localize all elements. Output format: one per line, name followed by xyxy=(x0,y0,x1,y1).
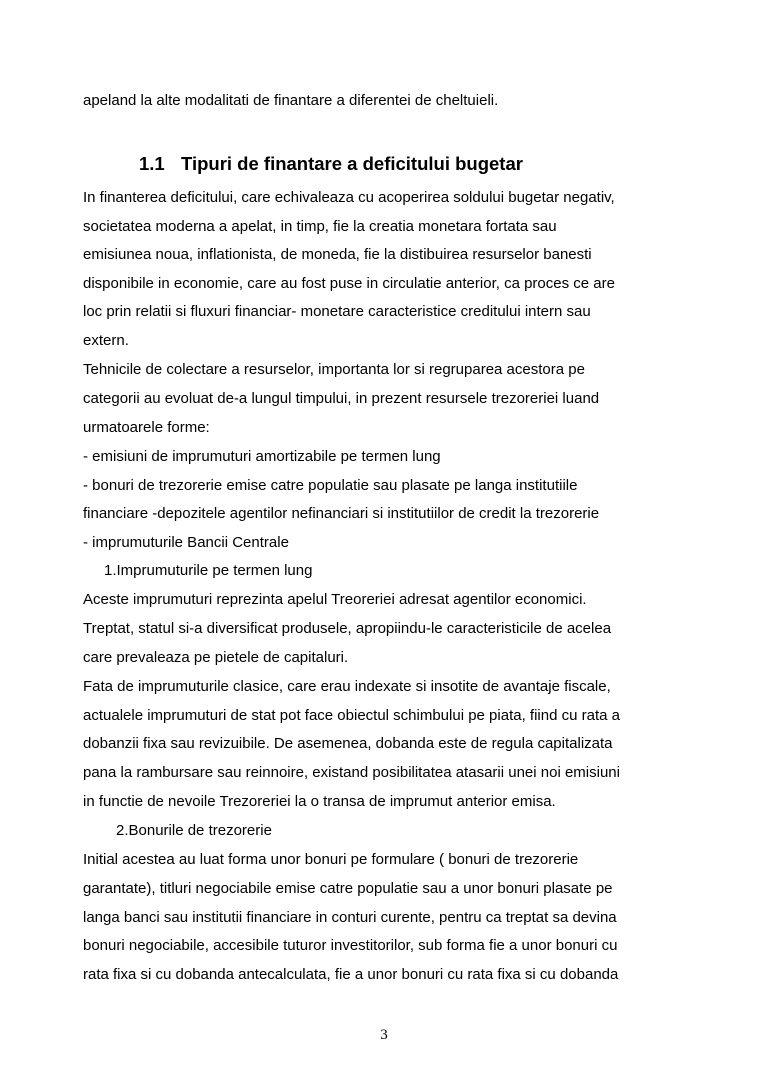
section-title: Tipuri de finantare a deficitului bugetar xyxy=(181,153,523,174)
text-line: care prevaleaza pe pietele de capitaluri. xyxy=(83,649,349,666)
text-line: disponibile in economie, care au fost puse in circulatie anterior, ca proces ce are xyxy=(83,275,615,292)
text-line: pana la rambursare sau reinnoire, existand posibilitatea atasarii unei noi emisiuni xyxy=(83,764,620,781)
text-line: Initial acestea au luat forma unor bonuri pe formulare ( bonuri de trezorerie xyxy=(83,851,579,868)
text-line: garantate), titluri negociabile emise catre populatie sau a unor bonuri plasate pe xyxy=(83,880,613,897)
text-line: in functie de nevoile Trezoreriei la o transa de imprumut anterior emisa. xyxy=(83,793,556,810)
text-line: Tehnicile de colectare a resurselor, importanta lor si regruparea acestora pe xyxy=(83,361,585,378)
text-line: Fata de imprumuturile clasice, care erau indexate si insotite de avantaje fiscale, xyxy=(83,678,611,695)
text-line: urmatoarele forme: xyxy=(83,419,210,436)
subsection-heading: 2.Bonurile de trezorerie xyxy=(116,822,272,839)
text-line: apeland la alte modalitati de finantare a diferentei de cheltuieli. xyxy=(83,92,499,109)
text-line: Treptat, statul si-a diversificat produsele, apropiindu-le caracteristicile de acelea xyxy=(83,620,612,637)
list-item: - imprumuturile Bancii Centrale xyxy=(83,534,289,551)
text-line: bonuri negociabile, accesibile tuturor investitorilor, sub forma fie a unor bonuri cu xyxy=(83,937,618,954)
subsection-heading: 1.Imprumuturile pe termen lung xyxy=(104,562,313,579)
text-line: rata fixa si cu dobanda antecalculata, fie a unor bonuri cu rata fixa si cu dobanda xyxy=(83,966,619,983)
text-line: dobanzii fixa sau revizuibile. De asemenea, dobanda este de regula capitalizata xyxy=(83,735,613,752)
text-line: categorii au evoluat de-a lungul timpului, in prezent resursele trezoreriei luand xyxy=(83,390,600,407)
page-number: 3 xyxy=(380,1027,388,1043)
list-item: - emisiuni de imprumuturi amortizabile pe termen lung xyxy=(83,448,441,465)
text-line: financiare -depozitele agentilor nefinanciari si institutiilor de credit la trezorerie xyxy=(83,505,600,522)
text-line: Aceste imprumuturi reprezinta apelul Treoreriei adresat agentilor economici. xyxy=(83,591,587,608)
section-number: 1.1 xyxy=(139,153,165,174)
text-line: emisiunea noua, inflationista, de moneda, fie la distibuirea resurselor banesti xyxy=(83,246,592,263)
text-line: langa banci sau institutii financiare in conturi curente, pentru ca treptat sa devina xyxy=(83,909,617,926)
text-line: actualele imprumuturi de stat pot face obiectul schimbului pe piata, fiind cu rata a xyxy=(83,707,620,724)
text-line: In finanterea deficitului, care echivaleaza cu acoperirea soldului bugetar negativ, xyxy=(83,189,615,206)
section-heading xyxy=(139,153,523,175)
list-item: - bonuri de trezorerie emise catre populatie sau plasate pe langa institutiile xyxy=(83,477,578,494)
text-line: extern. xyxy=(83,332,129,349)
text-line: societatea moderna a apelat, in timp, fie la creatia monetara fortata sau xyxy=(83,218,557,235)
text-line: loc prin relatii si fluxuri financiar- monetare caracteristice creditului intern sau xyxy=(83,303,591,320)
